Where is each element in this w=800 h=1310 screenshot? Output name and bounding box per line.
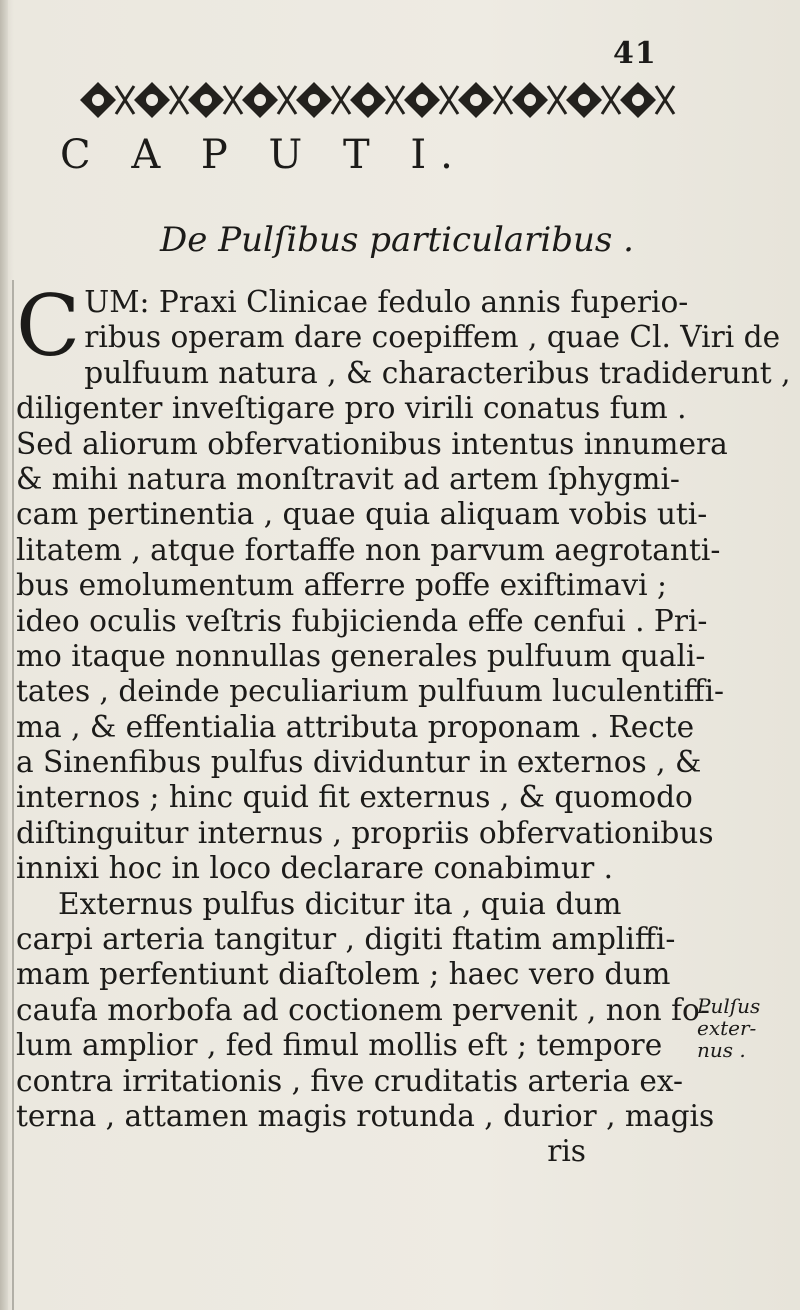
text-line: cam pertinentia , quae quia aliquam vobis uti- — [16, 497, 708, 532]
text-line: a Sinenfibus pulfus dividuntur in externos , & — [16, 745, 702, 780]
text-line: carpi arteria tangitur , digiti ftatim ampliffi- — [16, 922, 676, 957]
page-margin-rule — [12, 280, 14, 1310]
text-line: litatem , atque fortaffe non parvum aegrotanti- — [16, 532, 721, 567]
text-line: contra irritationis , five cruditatis arteria ex- — [16, 1063, 684, 1098]
text-line: & mihi natura monſtravit ad artem ſphygmi- — [16, 461, 680, 496]
text-line: innixi hoc in loco declarare conabimur . — [16, 851, 614, 886]
text-line: internos ; hinc quid fit externus , & quomodo — [16, 780, 693, 815]
text-line: bus emolumentum afferre poffe exiftimavi ; — [16, 568, 667, 603]
drop-cap: C — [16, 277, 81, 375]
margin-note — [697, 995, 787, 1061]
text-line: ma , & effentialia attributa proponam . Recte — [16, 709, 695, 744]
text-line: ideo oculis veſtris fubjicienda effe cenfui . Pri- — [16, 603, 708, 638]
section-title: De Pulſibus particularibus . — [160, 220, 634, 260]
text-line: lum amplior , fed fimul mollis eft ; tempore — [16, 1028, 663, 1063]
text-line: mo itaque nonnullas generales pulfuum quali- — [16, 638, 706, 673]
chapter-heading: C A P U T I. — [60, 132, 467, 178]
page-gutter — [0, 0, 8, 1310]
page-number: 41 — [613, 36, 657, 71]
margin-note-line: nus . — [697, 1038, 746, 1062]
margin-note-line: exter- — [697, 1016, 757, 1040]
text-line: Sed aliorum obfervationibus intentus innumera — [16, 426, 728, 461]
text-line: tates , deinde peculiarium pulfuum luculentiffi- — [16, 674, 725, 709]
margin-note-line: Pulſus — [697, 994, 761, 1018]
text-line: ribus operam dare coepiffem , quae Cl. Viri de — [84, 320, 781, 355]
text-line: mam perfentiunt diaſtolem ; haec vero dum — [16, 957, 671, 992]
text-line: diligenter inveſtigare pro virili conatus fum . — [16, 391, 687, 426]
text-line: UM: Praxi Clinicae fedulo annis fuperio- — [84, 285, 689, 319]
ornament-band — [80, 78, 680, 122]
text-line: terna , attamen magis rotunda , durior , magis — [16, 1098, 715, 1133]
catchword: ris — [547, 1134, 586, 1169]
text-line: pulfuum natura , & characteribus tradiderunt , — [84, 355, 791, 390]
text-line: diſtinguitur internus , propriis obfervationibus — [16, 815, 714, 850]
text-line: caufa morbofa ad coctionem pervenit , non fo- — [16, 992, 710, 1027]
text-line: Externus pulfus dicitur ita , quia dum — [58, 886, 622, 921]
